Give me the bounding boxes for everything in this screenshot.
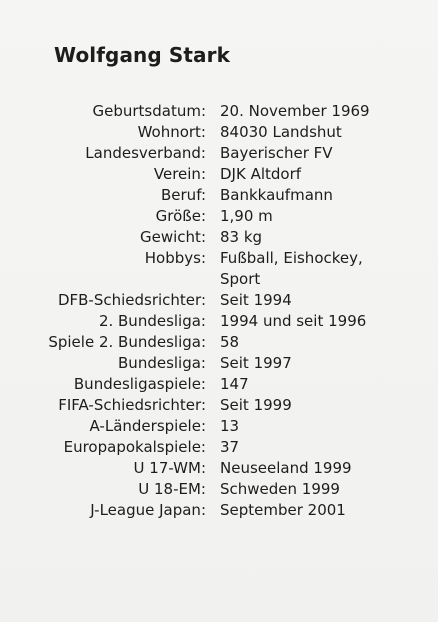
detail-row-dfb-schiedsrichter xyxy=(0,290,438,311)
detail-value: 20. November 1969 xyxy=(220,102,370,120)
detail-label: 2. Bundesliga: xyxy=(98,312,206,330)
detail-label: Landesverband: xyxy=(85,144,206,162)
detail-row-spiele-2-bundesliga xyxy=(0,332,438,353)
detail-value: September 2001 xyxy=(220,501,346,519)
detail-label: Bundesliga: xyxy=(118,354,206,372)
detail-label: Verein: xyxy=(153,165,206,183)
detail-label: FIFA-Schiedsrichter: xyxy=(58,396,206,414)
detail-value: 37 xyxy=(220,438,240,456)
detail-value: 1994 und seit 1996 xyxy=(220,312,367,330)
detail-value: Seit 1999 xyxy=(220,396,292,414)
detail-label: U 17-WM: xyxy=(133,459,206,477)
detail-row-hobbys xyxy=(0,248,438,290)
detail-row-gewicht xyxy=(0,227,438,248)
detail-label: Spiele 2. Bundesliga: xyxy=(48,333,206,351)
detail-label: Größe: xyxy=(155,207,206,225)
detail-row-a-laenderspiele xyxy=(0,416,438,437)
detail-value: 13 xyxy=(220,417,240,435)
detail-label: Hobbys: xyxy=(144,249,206,267)
detail-row-2-bundesliga xyxy=(0,311,438,332)
detail-label: U 18-EM: xyxy=(138,480,206,498)
detail-row-wohnort xyxy=(0,122,438,143)
detail-value: Bayerischer FV xyxy=(220,144,333,162)
detail-value: Seit 1994 xyxy=(220,291,292,309)
detail-value: 1,90 m xyxy=(220,207,273,225)
detail-row-bundesliga xyxy=(0,353,438,374)
detail-value: 147 xyxy=(220,375,249,393)
detail-row-u17-wm xyxy=(0,458,438,479)
detail-label: Geburtsdatum: xyxy=(92,102,206,120)
detail-value: Fußball, Eishockey, Sport xyxy=(220,249,363,288)
detail-value: Schweden 1999 xyxy=(220,480,340,498)
detail-row-verein xyxy=(0,164,438,185)
detail-value: 83 kg xyxy=(220,228,263,246)
detail-label: Bundesligaspiele: xyxy=(73,375,206,393)
detail-label: A-Länderspiele: xyxy=(89,417,206,435)
detail-row-beruf xyxy=(0,185,438,206)
detail-label: DFB-Schiedsrichter: xyxy=(57,291,206,309)
detail-label: J-League Japan: xyxy=(90,501,206,519)
detail-value: DJK Altdorf xyxy=(220,165,302,183)
detail-row-groesse xyxy=(0,206,438,227)
detail-label: Wohnort: xyxy=(137,123,206,141)
detail-row-landesverband xyxy=(0,143,438,164)
detail-value: Bankkaufmann xyxy=(220,186,333,204)
detail-row-u18-em xyxy=(0,479,438,500)
detail-row-europapokalspiele xyxy=(0,437,438,458)
detail-label: Europapokalspiele: xyxy=(63,438,206,456)
detail-value: Neuseeland 1999 xyxy=(220,459,352,477)
detail-row-geburtsdatum xyxy=(0,101,438,122)
detail-label: Beruf: xyxy=(161,186,206,204)
profile-details-list xyxy=(0,101,438,521)
detail-row-j-league-japan xyxy=(0,500,438,521)
detail-value: 58 xyxy=(220,333,240,351)
detail-row-fifa-schiedsrichter xyxy=(0,395,438,416)
detail-row-bundesligaspiele xyxy=(0,374,438,395)
detail-value: 84030 Landshut xyxy=(220,123,342,141)
detail-value: Seit 1997 xyxy=(220,354,292,372)
page-title: Wolfgang Stark xyxy=(54,43,230,67)
detail-label: Gewicht: xyxy=(140,228,206,246)
